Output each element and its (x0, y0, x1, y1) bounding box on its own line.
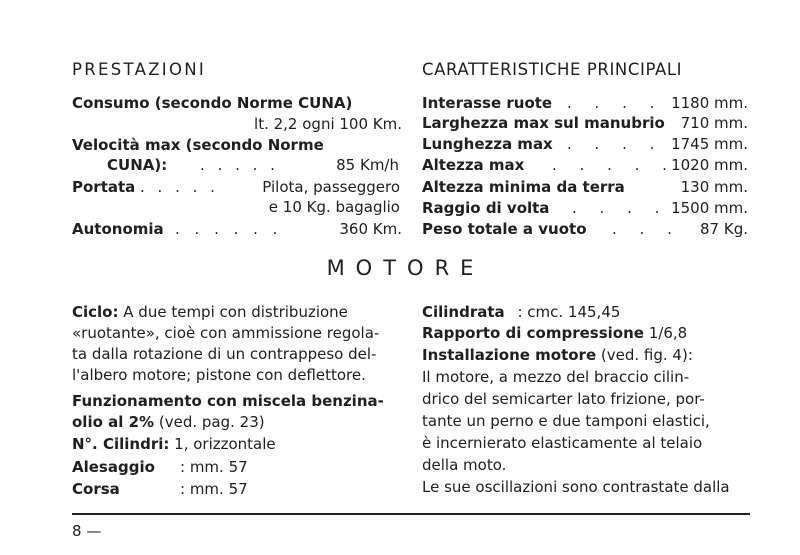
spec-dots: . . . (612, 220, 681, 238)
footer-rule (72, 513, 750, 515)
rapporto-value: 1/6,8 (648, 324, 688, 342)
installazione-text: tante un perno e due tamponi elastici, (422, 412, 710, 430)
spec-row (422, 219, 748, 239)
velocita-value: 85 Km/h (336, 156, 399, 174)
spec-row (422, 93, 748, 113)
autonomia-dots: . . . . . . (175, 220, 283, 238)
page-number-dash: — (86, 522, 102, 540)
spec-label: Interasse ruote (422, 94, 553, 112)
spec-label: Larghezza max sul manubrio (422, 114, 665, 132)
spec-value: 710 mm. (680, 114, 748, 132)
spec-row (422, 198, 748, 218)
section-title-caratteristiche: CARATTERISTICHE PRINCIPALI (422, 60, 683, 79)
spec-value: 1020 mm. (671, 156, 748, 174)
portata-value-cont: e 10 Kg. bagaglio (268, 198, 400, 216)
section-title-motore: MOTORE (326, 256, 485, 280)
rapporto-label: Rapporto di compressione (422, 324, 644, 342)
ciclo-text: A due tempi con distribuzione (123, 303, 348, 321)
funzionamento-miscela: olio al 2% (72, 413, 155, 431)
installazione-text: Il motore, a mezzo del braccio cilin- (422, 368, 690, 386)
funzionamento-label: Funzionamento con miscela benzina- (72, 392, 384, 410)
spec-row (422, 113, 748, 133)
cilindri-value: 1, orizzontale (174, 435, 276, 453)
funzionamento-ref: (ved. pag. 23) (158, 413, 265, 431)
ciclo-text: l'albero motore; pistone con deflettore. (72, 366, 366, 384)
page-number: 8 (72, 522, 82, 540)
spec-value: 1500 mm. (671, 199, 748, 217)
installazione-line (422, 345, 693, 365)
spec-value: 1745 mm. (671, 135, 748, 153)
spec-row (422, 155, 748, 175)
cilindri-label: N°. Cilindri: (72, 435, 170, 453)
spec-label: Peso totale a vuoto (422, 220, 587, 238)
funzionamento-line (72, 412, 265, 432)
autonomia-label: Autonomia (72, 220, 164, 238)
installazione-text: drico del semicarter lato frizione, por- (422, 390, 705, 408)
portata-label: Portata (72, 178, 136, 196)
cilindri-line (72, 434, 276, 454)
velocita-dots: . . . . . (200, 156, 279, 174)
ciclo-line (72, 302, 348, 322)
spec-dots: . . . . . (552, 156, 676, 174)
installazione-text: è incernierato elasticamente al telaio (422, 434, 703, 452)
cilindrata-line (422, 302, 620, 322)
alesaggio-label: Alesaggio (72, 458, 155, 476)
autonomia-value: 360 Km. (339, 220, 402, 238)
spec-label: Lunghezza max (422, 135, 553, 153)
installazione-label: Installazione motore (422, 346, 597, 364)
spec-value: 130 mm. (680, 178, 748, 196)
ciclo-text: «ruotante», cioè con ammissione regola- (72, 324, 380, 342)
alesaggio-value: : mm. 57 (180, 458, 248, 476)
portata-value: Pilota, passeggero (262, 178, 400, 196)
section-title-prestazioni: PRESTAZIONI (72, 60, 207, 79)
ciclo-label: Ciclo: (72, 303, 119, 321)
corsa-label: Corsa (72, 480, 120, 498)
velocita-label-cont: CUNA): (107, 156, 168, 174)
corsa-value: : mm. 57 (180, 480, 248, 498)
consumo-label: Consumo (secondo Norme CUNA) (72, 94, 353, 112)
rapporto-line (422, 323, 687, 343)
installazione-ref: (ved. fig. 4): (600, 346, 693, 364)
spec-dots: . . . . (567, 135, 664, 153)
spec-label: Raggio di volta (422, 199, 550, 217)
spec-row (422, 134, 748, 154)
spec-dots: . . . . (572, 199, 669, 217)
cilindrata-label: Cilindrata (422, 303, 505, 321)
spec-value: 1180 mm. (671, 94, 748, 112)
spec-dots: . . . . (567, 94, 664, 112)
spec-label: Altezza minima da terra (422, 178, 625, 196)
cilindrata-value: : cmc. 145,45 (517, 303, 621, 321)
page-number-line (72, 522, 101, 540)
consumo-value: lt. 2,2 ogni 100 Km. (254, 115, 402, 133)
spec-value: 87 Kg. (700, 220, 748, 238)
spec-label: Altezza max (422, 156, 525, 174)
velocita-label: Velocità max (secondo Norme (72, 136, 324, 154)
portata-dots: . . . . . (140, 178, 219, 196)
ciclo-text: ta dalla rotazione di un contrappeso del- (72, 345, 377, 363)
spec-row (422, 177, 748, 197)
installazione-text: Le sue oscillazioni sono contrastate dalla (422, 478, 730, 496)
installazione-text: della moto. (422, 456, 507, 474)
